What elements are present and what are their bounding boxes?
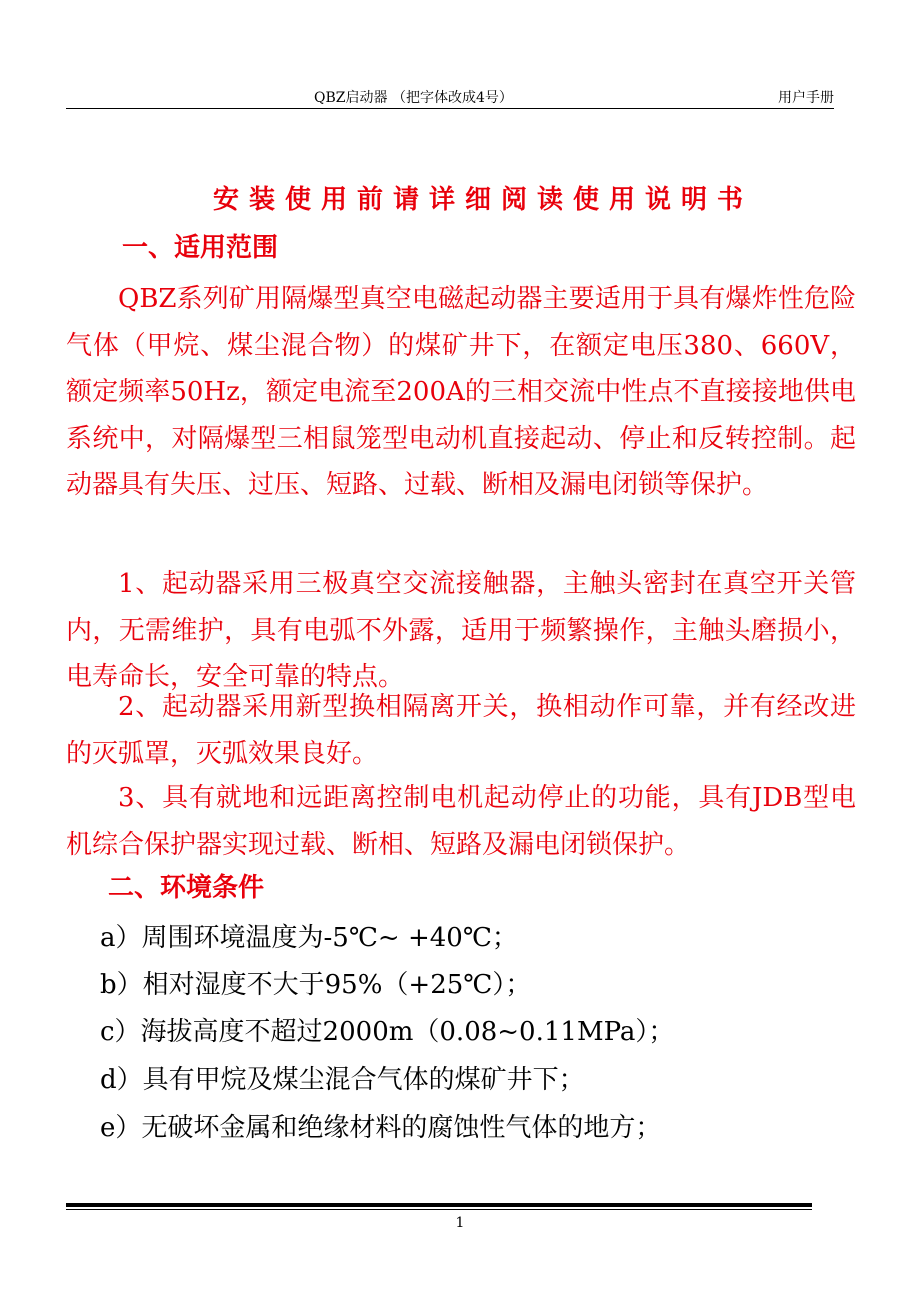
page-number: 1 [455,1215,465,1231]
scope-item-1: 1、起动器采用三极真空交流接触器，主触头密封在真空开关管内，无需维护，具有电弧不外露，适用于频繁操作，主触头磨损小，电寿命长，安全可靠的特点。 [66,569,856,692]
environment-item-d: d）具有甲烷及煤尘混合气体的煤矿井下； [100,1065,585,1095]
environment-item-b: b）相对湿度不大于95%（+25℃）； [100,970,532,1000]
document-title: 安装使用前请详细阅读使用说明书 [212,185,753,215]
environment-item-c: c）海拔高度不超过2000m（0.08~0.11MPa）； [100,1017,675,1047]
scope-item-2: 2、起动器采用新型换相隔离开关，换相动作可靠，并有经改进的灭弧罩，灭弧效果良好。 [66,692,856,769]
section-heading-scope: 一、适用范围 [122,233,279,263]
section-heading-environment: 二、环境条件 [108,873,265,903]
footer-rule [66,1203,812,1207]
scope-intro-paragraph: QBZ系列矿用隔爆型真空电磁起动器主要适用于具有爆炸性危险气体（甲烷、煤尘混合物）的煤矿井下，在额定电压380、660V，额定频率50Hz，额定电流至200A的三相交流中性点不直接接地供电系统中，对隔爆型三相鼠笼型电动机直接起动、停止和反转控制。起动器具有失压、过压、短路、过载、断相及漏电闭锁等保护。 [66,284,856,500]
footer-rule-thin [66,1209,812,1210]
scope-item-3: 3、具有就地和远距离控制电机起动停止的功能，具有JDB型电机综合保护器实现过载、断相、短路及漏电闭锁保护。 [66,783,856,860]
environment-item-e: e）无破坏金属和绝缘材料的腐蚀性气体的地方； [100,1113,662,1143]
header-manual-label: 用户手册 [778,90,834,106]
page-header [66,88,834,109]
header-title: QBZ启动器 （把字体改成4号） [314,90,513,106]
environment-item-a: a）周围环境温度为-5℃~ +40℃； [100,923,518,953]
